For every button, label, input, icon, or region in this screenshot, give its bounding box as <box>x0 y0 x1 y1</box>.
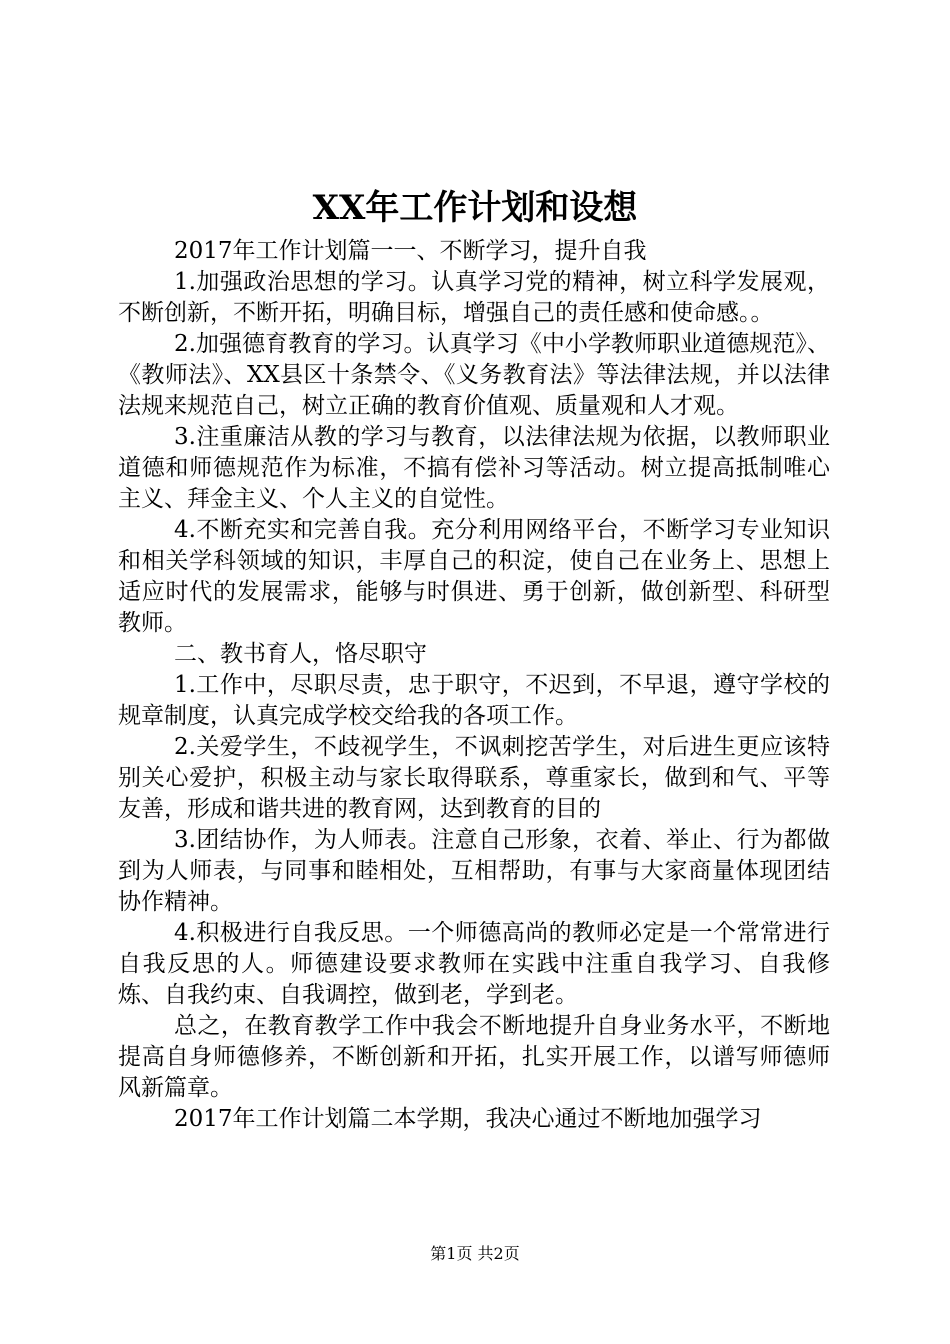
paragraph: 4.不断充实和完善自我。充分利用网络平台，不断学习专业知识和相关学科领域的知识，丰厚自己的积淀，使自己在业务上、思想上适应时代的发展需求，能够与时俱进、勇于创新，做创新型、科研型教师。 <box>118 517 830 636</box>
paragraph: 3.团结协作，为人师表。注意自己形象，衣着、举止、行为都做到为人师表，与同事和睦相处，互相帮助，有事与大家商量体现团结协作精神。 <box>118 827 830 915</box>
paragraph: 2.加强德育教育的学习。认真学习《中小学教师职业道德规范》、《教师法》、XX县区十条禁令、《义务教育法》等法律法规，并以法律法规来规范自己，树立正确的教育价值观、质量观和人才观。 <box>118 331 830 419</box>
page-footer: 第1页 共2页 <box>430 1244 520 1263</box>
paragraph: 1.加强政治思想的学习。认真学习党的精神，树立科学发展观，不断创新，不断开拓，明确目标，增强自己的责任感和使命感。。 <box>118 269 830 326</box>
paragraph: 1.工作中，尽职尽责，忠于职守，不迟到，不早退，遵守学校的规章制度，认真完成学校交给我的各项工作。 <box>118 672 830 729</box>
paragraph: 总之，在教育教学工作中我会不断地提升自身业务水平，不断地提高自身师德修养，不断创新和开拓，扎实开展工作，以谱写师德师风新篇章。 <box>118 1013 830 1101</box>
paragraph: 3.注重廉洁从教的学习与教育，以法律法规为依据，以教师职业道德和师德规范作为标准，不搞有偿补习等活动。树立提高抵制唯心主义、拜金主义、个人主义的自觉性。 <box>118 424 830 512</box>
section-heading: 二、教书育人，恪尽职守 <box>174 641 427 667</box>
paragraph: 2017年工作计划篇二本学期，我决心通过不断地加强学习 <box>174 1106 762 1132</box>
paragraph: 2017年工作计划篇一一、不断学习，提升自我 <box>174 238 647 264</box>
document-body <box>118 236 830 1135</box>
document-title: XX年工作计划和设想 <box>312 188 638 228</box>
paragraph: 2.关爱学生，不歧视学生，不讽刺挖苦学生，对后进生更应该特别关心爱护，积极主动与家长取得联系，尊重家长，做到和气、平等友善，形成和谐共进的教育网，达到教育的目的 <box>118 734 830 822</box>
paragraph: 4.积极进行自我反思。一个师德高尚的教师必定是一个常常进行自我反思的人。师德建设要求教师在实践中注重自我学习、自我修炼、自我约束、自我调控，做到老，学到老。 <box>118 920 830 1008</box>
